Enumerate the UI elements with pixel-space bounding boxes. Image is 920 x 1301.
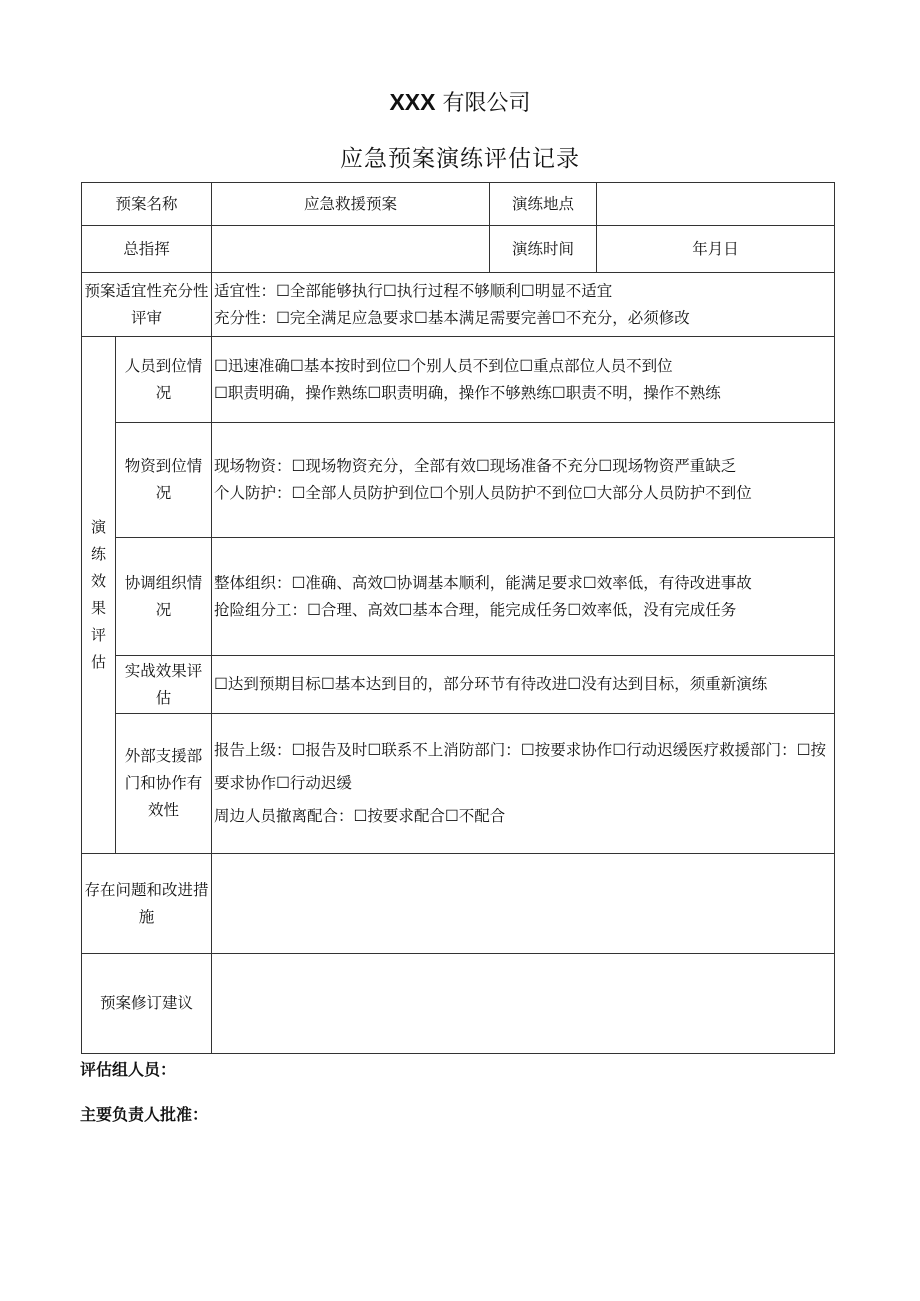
time-field[interactable]: 年月日 [597,226,835,273]
company-suffix: 有限公司 [442,91,531,116]
external-support-line[interactable]: 报告上级：☐报告及时☐联系不上消防部门：☐按要求协作☐行动迟缓医疗救援部门：☐按要求协作☐行动迟缓 [214,741,826,792]
materials-line[interactable]: 个人防护：☐全部人员防护到位☐个别人员防护不到位☐大部分人员防护不到位 [214,484,752,502]
company-prefix: XXX [389,89,436,115]
problems-field[interactable] [212,854,835,954]
problems-label: 存在问题和改进措施 [82,854,212,954]
external-support-options[interactable] [212,714,835,854]
table-row [82,656,835,714]
personnel-options[interactable] [212,337,835,423]
table-row [82,226,835,273]
form-title: 应急预案演练评估记录 [340,146,580,172]
plan-name-field[interactable]: 应急救援预案 [212,183,490,226]
location-label: 演练地点 [490,183,597,226]
external-support-label: 外部支援部门和协作有效性 [116,714,212,854]
table-row [82,337,835,423]
table-row [82,183,835,226]
time-label: 演练时间 [490,226,597,273]
materials-line[interactable]: 现场物资：☐现场物资充分，全部有效☐现场准备不充分☐现场物资严重缺乏 [214,457,737,475]
personnel-line[interactable]: ☐职责明确，操作熟练☐职责明确，操作不够熟练☐职责不明，操作不熟练 [214,383,721,402]
table-row [82,538,835,656]
evaluation-form-table [81,182,835,1054]
commander-field[interactable] [212,226,490,273]
revision-label: 预案修订建议 [82,954,212,1054]
materials-options[interactable] [212,423,835,538]
suitability-line[interactable]: 适宜性：☐全部能够执行☐执行过程不够顺利☐明显不适宜 [214,281,613,300]
coordination-line[interactable]: 抢险组分工：☐合理、高效☐基本合理，能完成任务☐效率低，没有完成任务 [214,600,737,619]
effect-group-label: 演 练 效 果 评 估 [82,337,116,854]
materials-label: 物资到位情况 [116,423,212,538]
table-row [82,854,835,954]
table-row [82,273,835,337]
table-row [82,423,835,538]
suitability-options[interactable] [212,273,835,337]
personnel-line[interactable]: ☐迅速准确☐基本按时到位☐个别人员不到位☐重点部位人员不到位 [214,356,673,375]
coordination-line[interactable]: 整体组织：☐准确、高效☐协调基本顺利，能满足要求☐效率低，有待改进事故 [214,573,752,592]
combat-options[interactable] [212,656,835,714]
company-name [0,86,920,117]
table-row [82,954,835,1054]
coordination-options[interactable] [212,538,835,656]
combat-label: 实战效果评估 [116,656,212,714]
suitability-label: 预案适宜性充分性评审 [82,273,212,337]
table-row [82,714,835,854]
adequacy-line[interactable]: 充分性：☐完全满足应急要求☐基本满足需要完善☐不充分，必须修改 [214,308,690,327]
combat-line[interactable]: ☐达到预期目标☐基本达到目的，部分环节有待改进☐没有达到目标，须重新演练 [214,675,768,693]
coordination-label: 协调组织情况 [116,538,212,656]
personnel-label: 人员到位情况 [116,337,212,423]
approver-label: 主要负责人批准： [80,1105,209,1124]
location-field[interactable] [597,183,835,226]
evaluators-label: 评估组人员： [80,1060,177,1079]
external-support-line[interactable]: 周边人员撤离配合：☐按要求配合☐不配合 [214,807,506,825]
revision-field[interactable] [212,954,835,1054]
commander-label: 总指挥 [82,226,212,273]
plan-name-label: 预案名称 [82,183,212,226]
